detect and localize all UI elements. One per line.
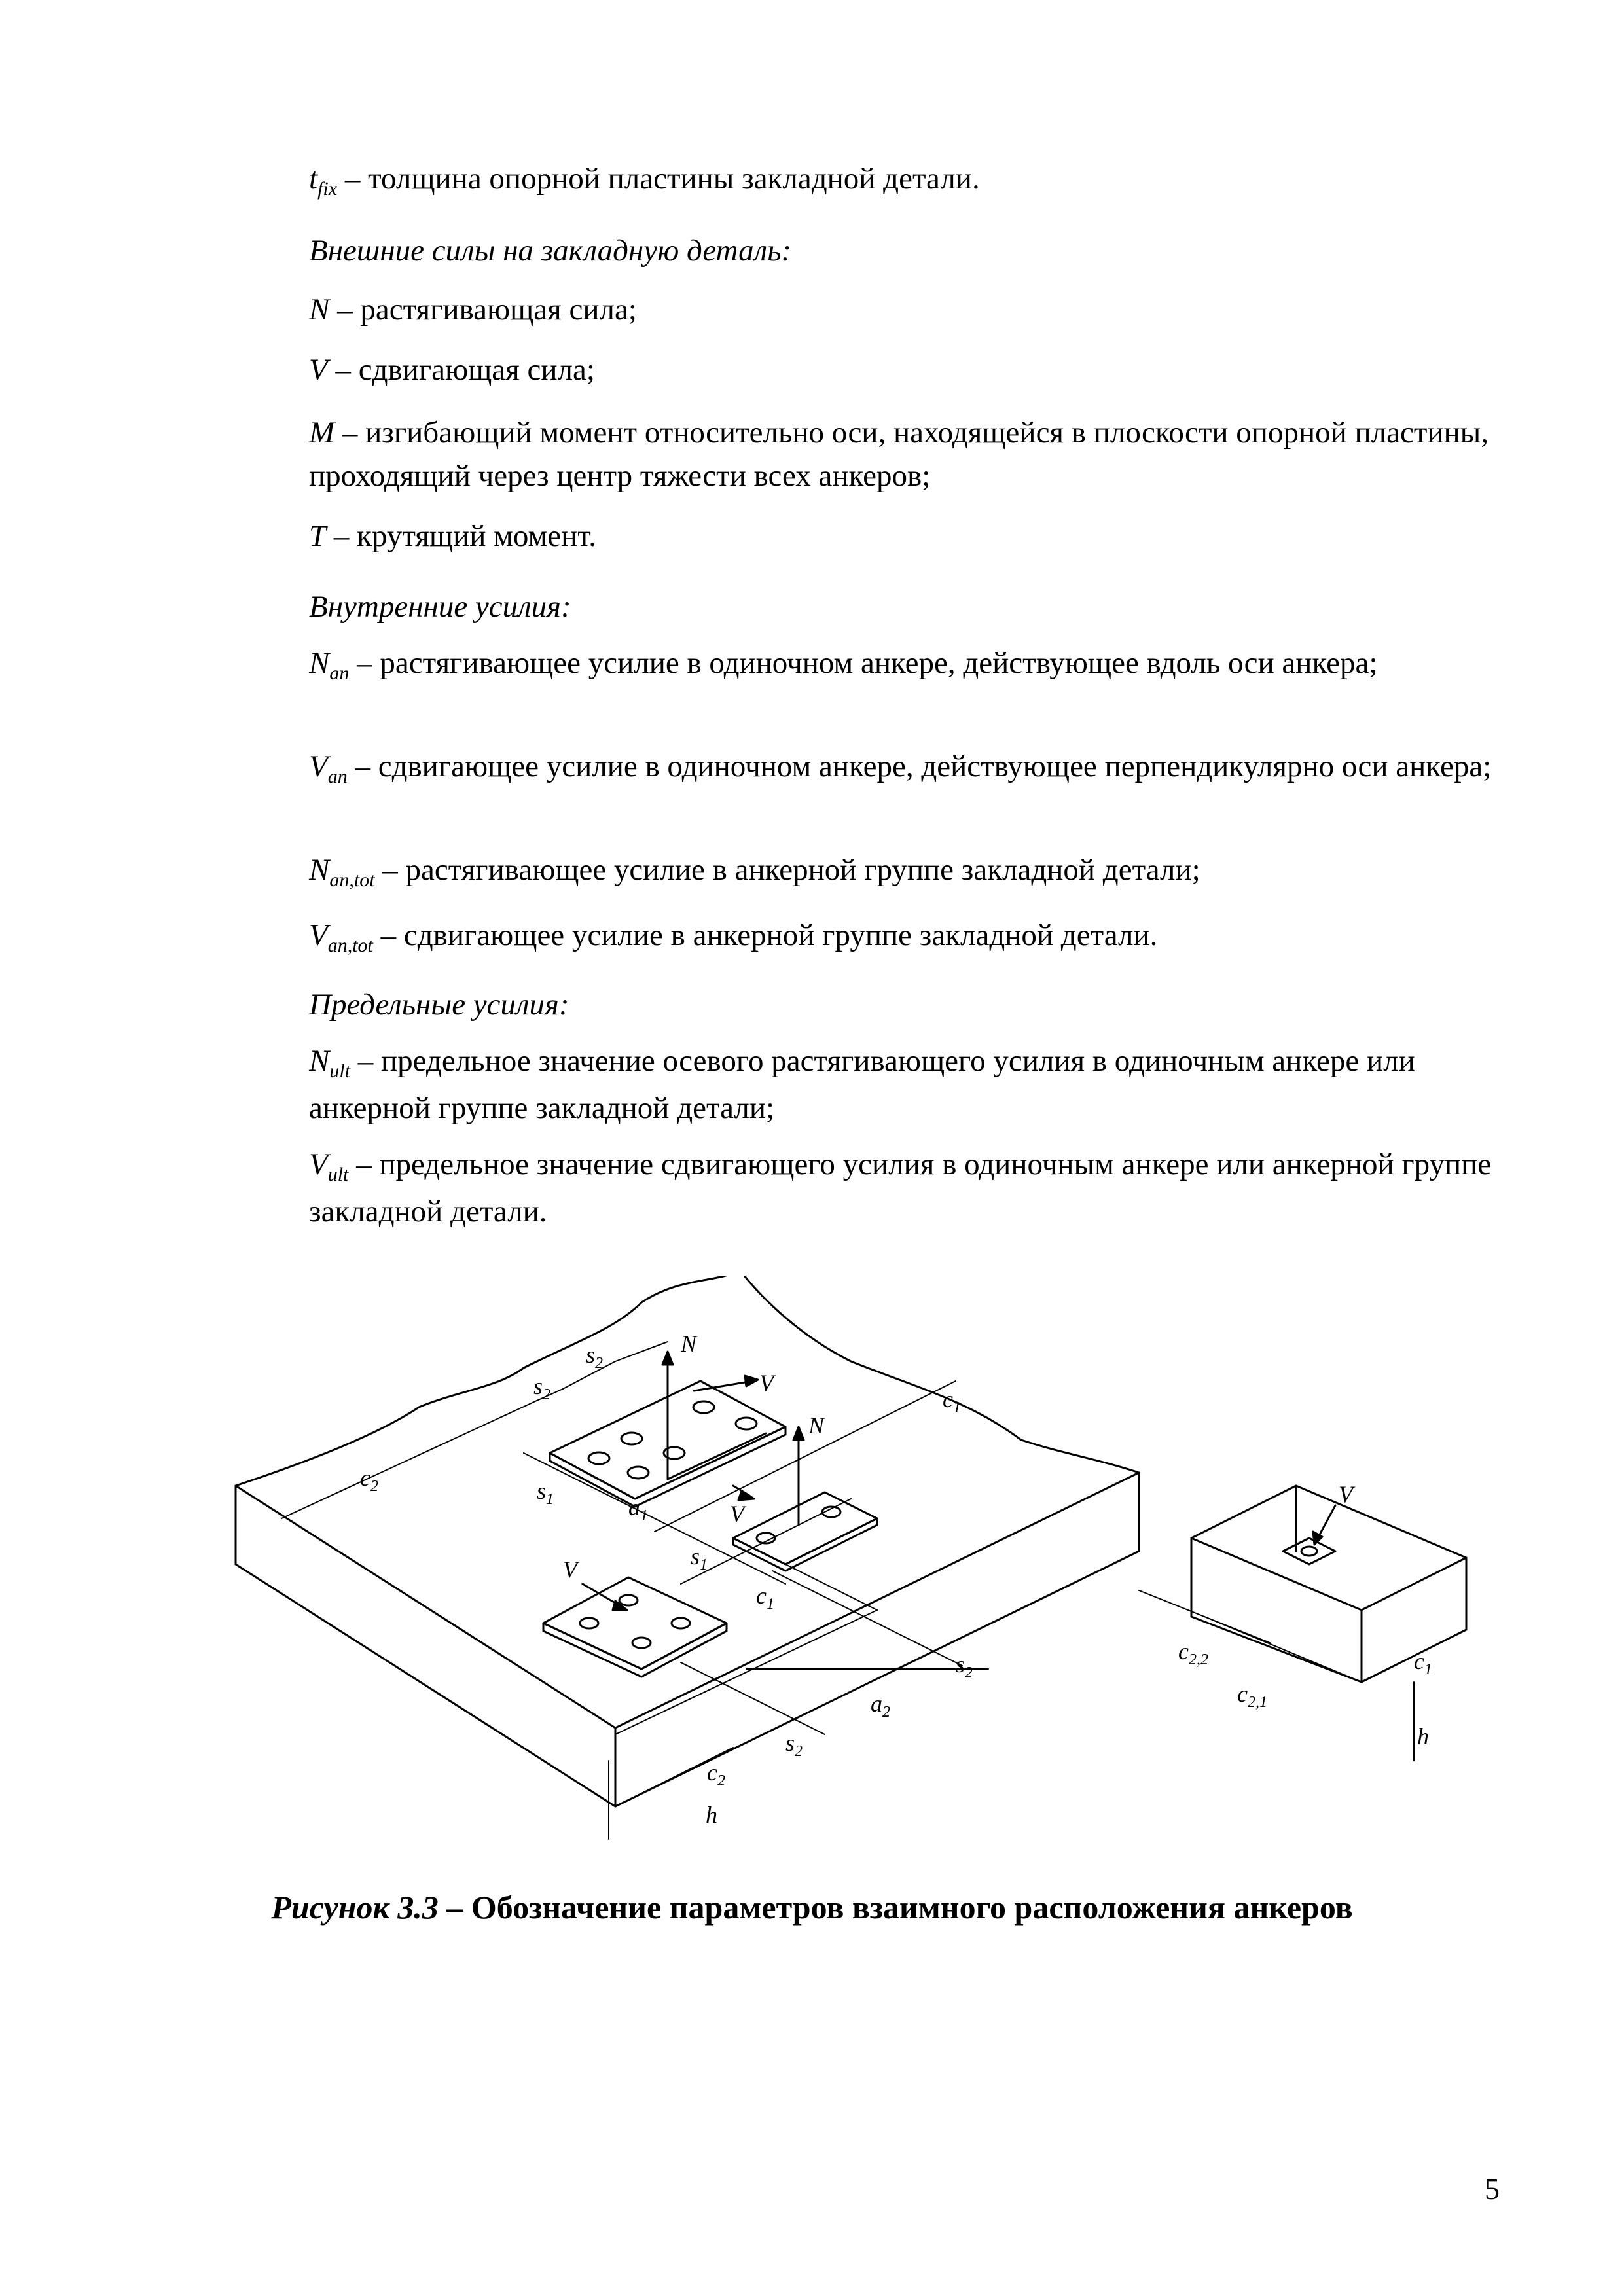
symbol: V <box>309 1147 328 1181</box>
anchor-plate-group-3 <box>543 1577 727 1677</box>
anchor-layout-figure <box>223 1276 1519 1865</box>
definition-text: – предельное значение осевого растягивающего усилия в одиночным анкере или анкерной группе закладной детали; <box>309 1044 1415 1125</box>
def-Vult <box>309 1143 1526 1233</box>
symbol-sub: ult <box>329 1060 351 1082</box>
symbol-sub: fix <box>317 178 338 200</box>
ultimate-forces-heading: Предельные усилия: <box>309 988 569 1022</box>
figure-caption <box>0 1888 1624 1926</box>
definition-text: – сдвигающая сила; <box>335 353 595 387</box>
symbol: N <box>309 853 330 887</box>
label-a1: $a_1$ <box>628 1494 648 1524</box>
dimension-lines <box>281 1342 988 1839</box>
label-s2-c: $s_2$ <box>956 1651 973 1681</box>
def-Nan <box>309 641 1526 689</box>
symbol-sub: an,tot <box>327 935 373 956</box>
symbol: T <box>309 519 327 553</box>
label-s2-a: $s_2$ <box>586 1342 604 1372</box>
symbol: V <box>309 353 328 387</box>
def-N <box>309 288 1526 331</box>
internal-forces-heading: Внутренние усилия: <box>309 590 571 624</box>
def-M <box>309 411 1526 497</box>
def-Nult <box>309 1039 1526 1130</box>
definition-text: – сдвигающее усилие в анкерной группе закладной детали. <box>380 918 1158 952</box>
definition-text: – сдвигающее усилие в одиночном анкере, действующее перпендикулярно оси анкера; <box>355 749 1492 783</box>
definition-text: – крутящий момент. <box>333 519 596 553</box>
symbol: t <box>309 162 318 196</box>
label-c1-b: $c_1$ <box>756 1583 774 1613</box>
label-c2-top: $c_2$ <box>360 1465 378 1495</box>
label-c1-a: $c_1$ <box>943 1386 961 1416</box>
definition-text: – толщина опорной пластины закладной детали. <box>344 162 980 196</box>
symbol: V <box>309 918 328 952</box>
label-a2: $a_2$ <box>871 1691 890 1721</box>
label-s2-d: $s_2$ <box>785 1730 803 1760</box>
label-s1-a: $s_1$ <box>537 1478 554 1508</box>
symbol-sub: an,tot <box>329 869 375 891</box>
label-c1-edge: $c_1$ <box>1414 1648 1432 1678</box>
label-c22: $c_{2,2}$ <box>1178 1638 1208 1668</box>
def-Van <box>309 745 1526 792</box>
definition-text: – растягивающее усилие в одиночном анкере, действующее вдоль оси анкера; <box>357 646 1378 680</box>
definition-text: – изгибающий момент относительно оси, находящейся в плоскости опорной пластины, проходящий через центр тяжести всех анкеров; <box>309 416 1489 493</box>
symbol-sub: ult <box>327 1164 349 1185</box>
label-V-low: V <box>563 1556 577 1583</box>
def-Vantot <box>309 914 1526 961</box>
label-V-mid: V <box>730 1501 744 1527</box>
label-V-edge: V <box>1339 1481 1353 1507</box>
symbol: N <box>309 646 330 680</box>
label-h-edge: h <box>1417 1723 1429 1749</box>
symbol: V <box>309 749 328 783</box>
label-c21: $c_{2,1}$ <box>1237 1681 1267 1711</box>
definition-text: – предельное значение сдвигающего усилия в одиночным анкере или анкерной группе закладной детали. <box>309 1147 1492 1229</box>
edge-slab <box>1139 1486 1466 1761</box>
def-tfix <box>309 157 1526 204</box>
label-N-mid: N <box>808 1412 825 1439</box>
definition-text: – растягивающая сила; <box>337 293 637 327</box>
label-h-main: h <box>706 1802 717 1828</box>
def-Nantot <box>309 848 1526 895</box>
caption-number: Рисунок 3.3 <box>271 1889 439 1926</box>
label-N-top: N <box>681 1331 697 1357</box>
symbol: N <box>309 1044 330 1078</box>
def-V <box>309 348 1526 391</box>
label-c2-bottom: $c_2$ <box>707 1759 725 1789</box>
label-s2-b: $s_2$ <box>533 1373 551 1403</box>
definition-text: – растягивающее усилие в анкерной группе закладной детали; <box>382 853 1200 887</box>
external-forces-heading: Внешние силы на закладную деталь: <box>309 234 792 268</box>
symbol: M <box>309 416 335 450</box>
symbol: N <box>309 293 330 327</box>
def-T <box>309 514 1526 558</box>
label-s1-b: $s_1$ <box>691 1543 708 1573</box>
page-number: 5 <box>1485 2172 1500 2206</box>
caption-text: – Обозначение параметров взаимного расположения анкеров <box>438 1889 1353 1926</box>
label-V-top: V <box>759 1370 774 1396</box>
symbol-sub: an <box>329 662 350 684</box>
symbol-sub: an <box>327 766 348 787</box>
